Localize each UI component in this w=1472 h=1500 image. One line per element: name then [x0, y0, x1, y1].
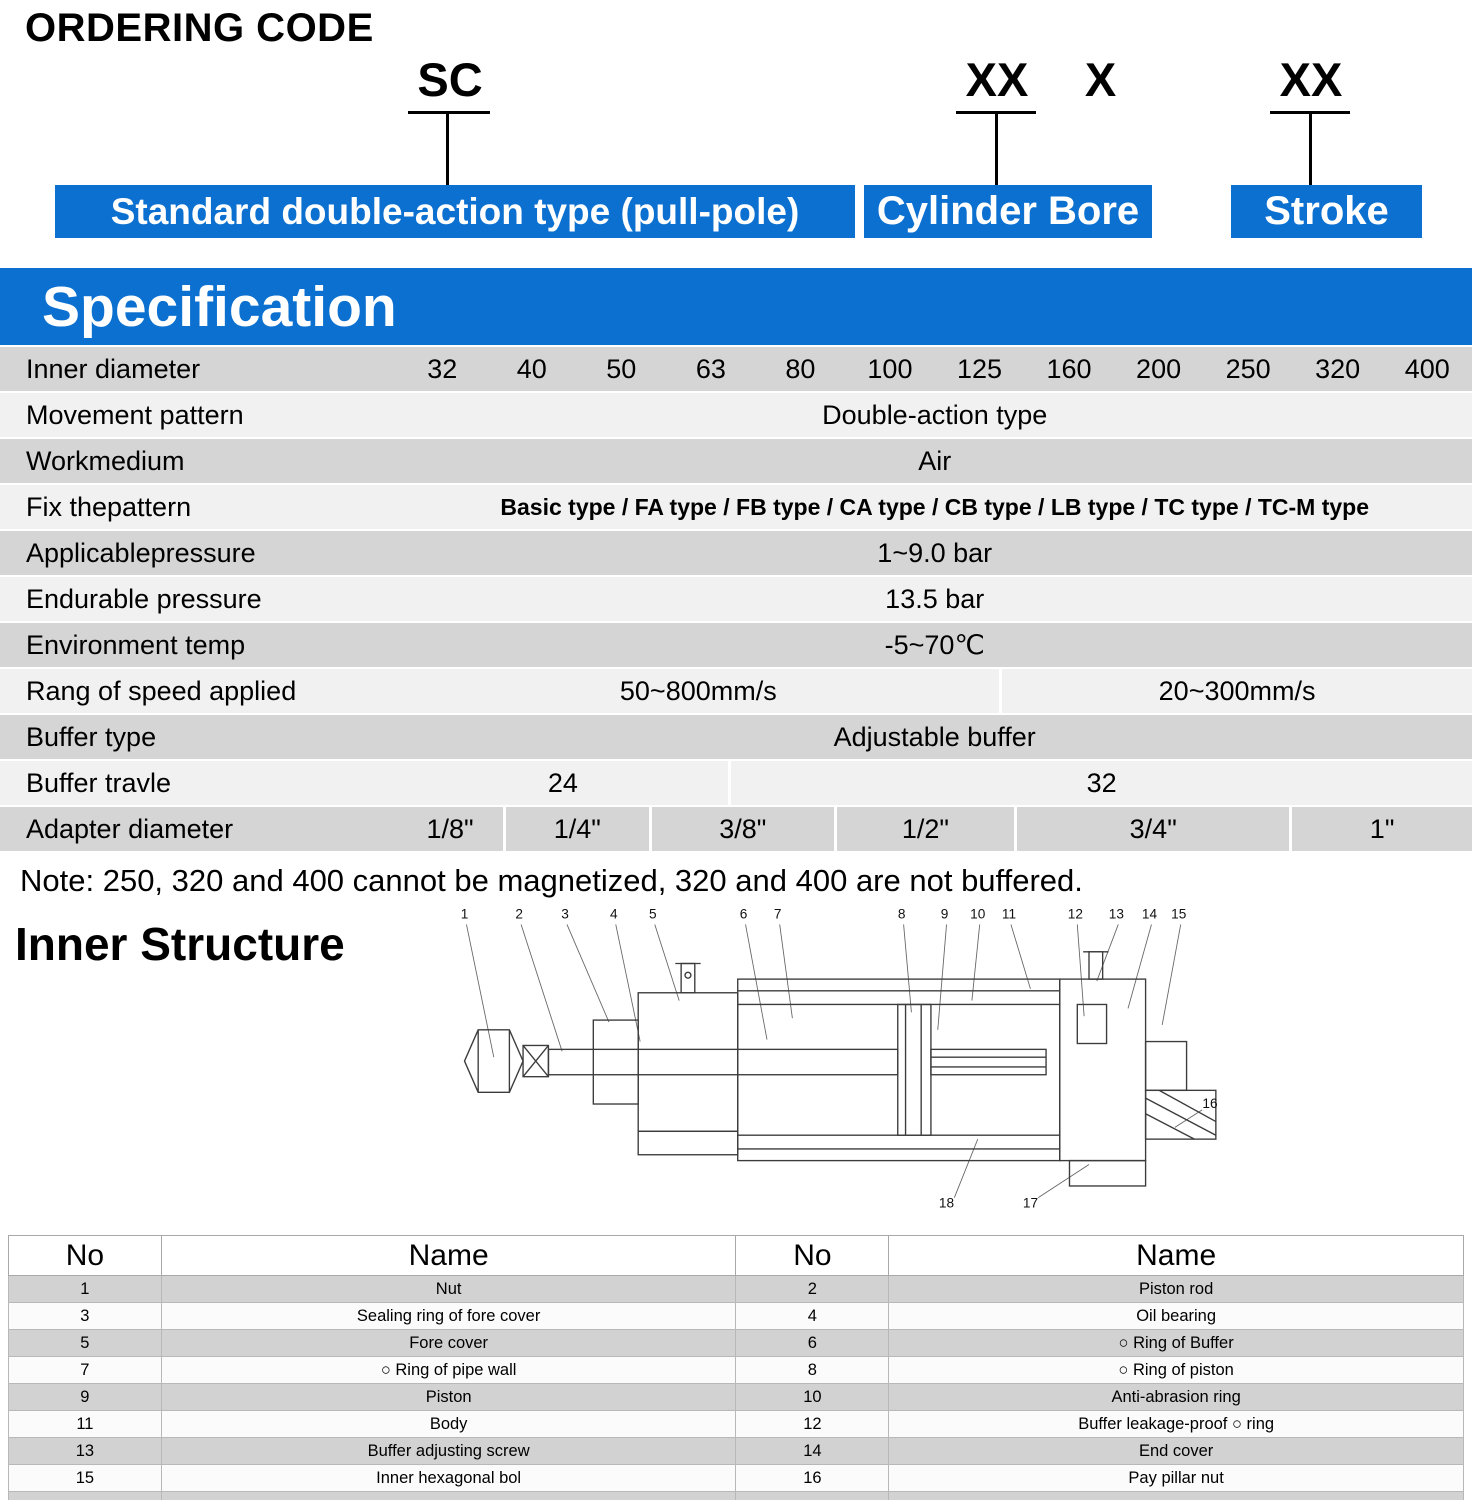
callout-label: 5 [649, 906, 657, 922]
code-separator: X [1084, 53, 1117, 106]
spec-row-label: Buffer travle [26, 767, 172, 798]
cylinder-outline [465, 952, 1216, 1186]
spec-row-values [397, 761, 1472, 805]
callout-label: 10 [970, 906, 986, 922]
label-stroke: Stroke [1231, 185, 1422, 238]
spec-cell: 1" [1289, 807, 1472, 851]
spec-cell: 320 [1315, 353, 1361, 384]
callout-label: 13 [1108, 906, 1124, 922]
spec-row-values [397, 623, 1472, 667]
spec-row-values [397, 669, 1472, 713]
part-no: 2 [736, 1276, 889, 1303]
spec-cell: 400 [1404, 353, 1450, 384]
spec-row-label: Endurable pressure [26, 583, 262, 614]
part-name: Body [161, 1411, 736, 1438]
parts-table [8, 1235, 1464, 1500]
callout-label: 3 [561, 906, 569, 922]
spec-row-movement-pattern [0, 393, 1472, 437]
part-name: Pay pillar nut [889, 1465, 1464, 1492]
spec-cell: 1/8" [426, 813, 474, 844]
spec-cell: 100 [867, 353, 913, 384]
parts-header-name: Name [161, 1236, 736, 1276]
part-no [9, 1492, 162, 1500]
specification-table [0, 347, 1472, 851]
spec-cell: Basic type / FA type / FB type / CA type / CB type / LB type / TC type / TC-M type [500, 493, 1370, 520]
spec-row-values [397, 393, 1472, 437]
part-name: ○ Ring of Buffer [889, 1330, 1464, 1357]
spec-row-buffer-type [0, 715, 1472, 759]
spec-cell: 63 [695, 353, 726, 384]
part-no: 12 [736, 1411, 889, 1438]
label-standard-type: Standard double-action type (pull-pole) [55, 185, 855, 238]
spec-cell: 24 [547, 767, 578, 798]
callout-label: 1 [460, 906, 469, 922]
code-stroke: XX [1279, 53, 1343, 106]
part-name: Nut [161, 1276, 736, 1303]
part-no: 3 [9, 1303, 162, 1330]
table-row [9, 1276, 1464, 1303]
spec-cell: Air [918, 445, 952, 476]
spec-row-applicable-pressure [0, 531, 1472, 575]
spec-row-environment-temp [0, 623, 1472, 667]
table-row [9, 1303, 1464, 1330]
cylinder-drawing [445, 903, 1472, 1225]
callout-label: 7 [773, 906, 782, 922]
spec-row-label: Fix thepattern [26, 491, 192, 522]
callout-label: 2 [515, 906, 523, 922]
spec-row-speed-range [0, 669, 1472, 713]
part-name: ○ Ring of piston [889, 1357, 1464, 1384]
part-no: 7 [9, 1357, 162, 1384]
spec-cell: -5~70℃ [884, 629, 985, 660]
cylinder-cross-section-diagram [445, 903, 1472, 1225]
parts-header-no: No [736, 1236, 889, 1276]
spec-cell: 32 [728, 761, 1472, 805]
part-no: 6 [736, 1330, 889, 1357]
part-no: 8 [736, 1357, 889, 1384]
spec-row-label: Environment temp [26, 629, 246, 660]
code-sc-leader-line [446, 112, 449, 185]
code-bore-leader-line [995, 112, 998, 185]
spec-cell: 80 [785, 353, 816, 384]
callout-label: 9 [940, 906, 949, 922]
spec-cell: 3/8" [649, 807, 834, 851]
part-name [889, 1492, 1464, 1500]
spec-cell: 3/4" [1014, 807, 1289, 851]
spec-row-label: Buffer type [26, 721, 157, 752]
callout-label: 4 [610, 906, 618, 922]
spec-row-values [397, 715, 1472, 759]
part-name: Fore cover [161, 1330, 736, 1357]
spec-row-label: Inner diameter [26, 353, 201, 384]
part-no: 11 [9, 1411, 162, 1438]
callout-label: 6 [739, 906, 748, 922]
spec-cell: 20~300mm/s [999, 669, 1472, 713]
spec-cell: 1~9.0 bar [877, 537, 993, 568]
spec-row-label: Workmedium [26, 445, 185, 476]
spec-cell: 125 [956, 353, 1003, 384]
spec-row-buffer-travel [0, 761, 1472, 805]
callout-label: 18 [938, 1195, 955, 1211]
specification-header-bar [0, 268, 1472, 345]
code-stroke-leader-line [1309, 112, 1312, 185]
spec-row-values [397, 347, 1472, 391]
part-name: Anti-abrasion ring [889, 1384, 1464, 1411]
part-no: 1 [9, 1276, 162, 1303]
inner-structure-title: Inner Structure [15, 918, 345, 970]
part-no: 9 [9, 1384, 162, 1411]
table-row-partial [9, 1492, 1464, 1500]
part-name: Piston [161, 1384, 736, 1411]
spec-row-label: Rang of speed applied [26, 675, 297, 706]
spec-row-adapter-diameter [0, 807, 1472, 851]
part-no: 4 [736, 1303, 889, 1330]
ordering-code-section [0, 0, 1472, 268]
part-no: 5 [9, 1330, 162, 1357]
table-row [9, 1384, 1464, 1411]
part-no: 10 [736, 1384, 889, 1411]
part-name: Sealing ring of fore cover [161, 1303, 736, 1330]
spec-cell: 50~800mm/s [619, 675, 777, 706]
callout-label: 12 [1067, 906, 1083, 922]
spec-row-label: Applicablepressure [26, 537, 256, 568]
callout-label: 15 [1171, 906, 1187, 922]
part-no: 13 [9, 1438, 162, 1465]
spec-row-label: Movement pattern [26, 399, 244, 430]
spec-cell: 250 [1225, 353, 1271, 384]
spec-row-label: Adapter diameter [26, 813, 234, 844]
spec-row-endurable-pressure [0, 577, 1472, 621]
table-row [9, 1465, 1464, 1492]
code-sc-underline [408, 111, 490, 114]
spec-row-fix-pattern [0, 485, 1472, 529]
table-row [9, 1357, 1464, 1384]
part-no: 15 [9, 1465, 162, 1492]
code-bore: XX [965, 53, 1029, 106]
spec-cell: 40 [516, 353, 547, 384]
callout-label: 17 [1022, 1195, 1039, 1211]
spec-row-values [397, 439, 1472, 483]
parts-header-name: Name [889, 1236, 1464, 1276]
ordering-code-title: ORDERING CODE [25, 6, 374, 50]
spec-cell: 13.5 bar [885, 583, 985, 614]
spec-row-values [397, 485, 1472, 529]
part-no: 16 [736, 1465, 889, 1492]
part-name: Piston rod [889, 1276, 1464, 1303]
spec-cell: 32 [427, 353, 458, 384]
spec-cell: 200 [1136, 353, 1182, 384]
part-no [736, 1492, 889, 1500]
part-name: End cover [889, 1438, 1464, 1465]
spec-cell: 1/4" [503, 807, 649, 851]
part-no: 14 [736, 1438, 889, 1465]
part-name: Buffer adjusting screw [161, 1438, 736, 1465]
specification-title: Specification [42, 274, 397, 339]
spec-row-values [397, 531, 1472, 575]
callout-label: 8 [897, 906, 906, 922]
spec-cell: 50 [606, 353, 637, 384]
callout-leader-lines [466, 924, 1202, 1197]
part-name: Oil bearing [889, 1303, 1464, 1330]
part-name [161, 1492, 736, 1500]
table-row [9, 1438, 1464, 1465]
parts-header-no: No [9, 1236, 162, 1276]
label-cylinder-bore: Cylinder Bore [864, 185, 1152, 238]
spec-row-workmedium [0, 439, 1472, 483]
parts-header-row [9, 1236, 1464, 1276]
table-row [9, 1330, 1464, 1357]
spec-cell: 1/2" [834, 807, 1015, 851]
spec-row-values [397, 577, 1472, 621]
part-name: Inner hexagonal bol [161, 1465, 736, 1492]
table-row [9, 1411, 1464, 1438]
spec-cell: Double-action type [822, 399, 1048, 430]
part-name: ○ Ring of pipe wall [161, 1357, 736, 1384]
callout-label: 16 [1202, 1095, 1218, 1111]
spec-cell: 160 [1046, 353, 1092, 384]
spec-cell: Adjustable buffer [833, 721, 1036, 752]
callout-label: 14 [1141, 906, 1158, 922]
part-name: Buffer leakage-proof ○ ring [889, 1411, 1464, 1438]
spec-row-values [397, 807, 1472, 851]
code-sc: SC [417, 53, 483, 106]
spec-row-inner-diameter [0, 347, 1472, 391]
callout-label: 11 [1001, 906, 1017, 922]
inner-structure-section [0, 903, 1472, 1225]
note-text: Note: 250, 320 and 400 cannot be magnetized, 320 and 400 are not buffered. [20, 863, 1083, 898]
